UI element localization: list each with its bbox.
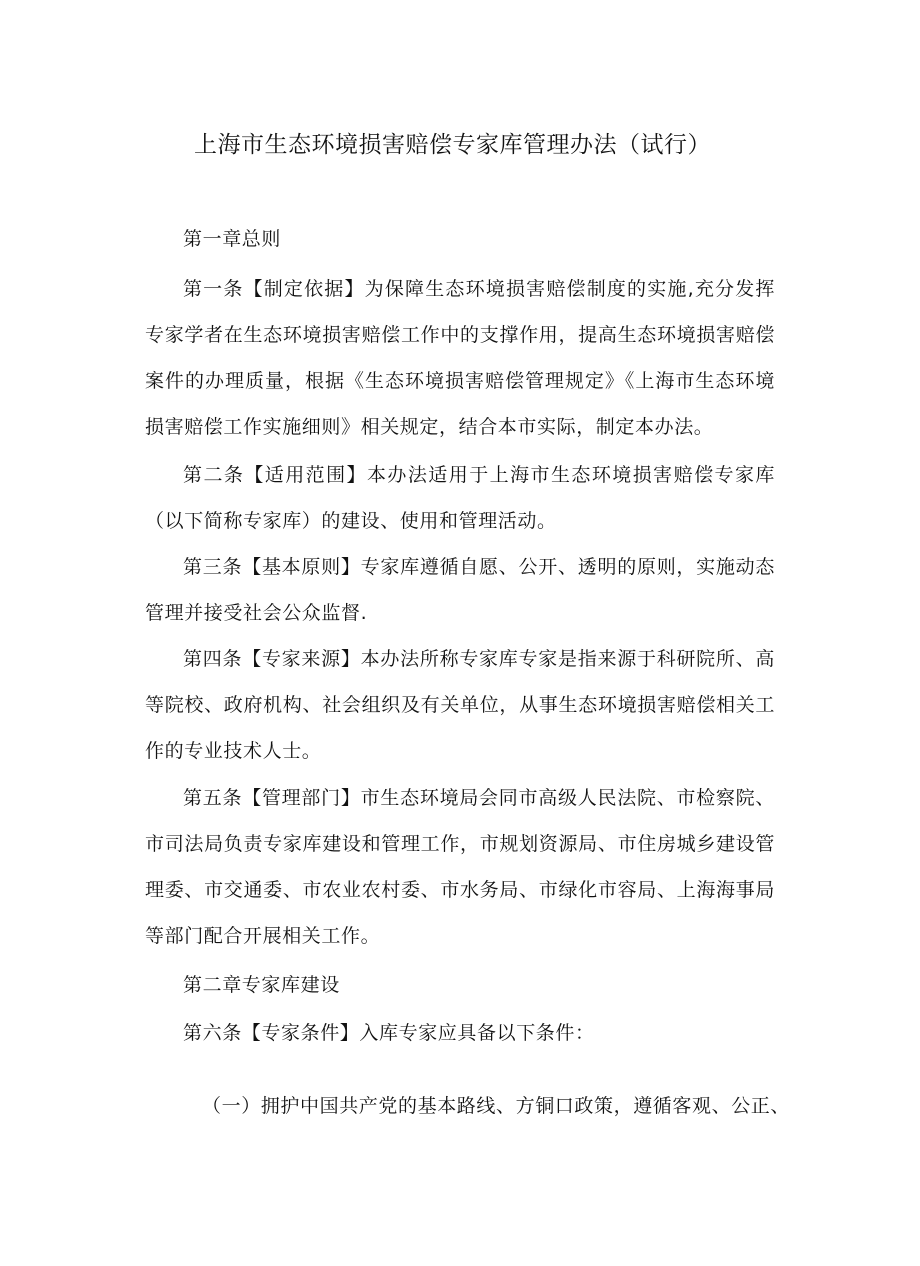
article-5: 第五条【管理部门】市生态环境局会同市高级人民法院、市检察院、市司法局负责专家库建设和管理工作，市规划资源局、市住房城乡建设管理委、市交通委、市农业农村委、市水务局、市绿化市容局、上海海事局等部门配合开展相关工作。 xyxy=(145,787,775,947)
article-1: 第一条【制定依据】为保障生态环境损害赔偿制度的实施,充分发挥专家学者在生态环境损害赔偿工作中的支撑作用，提高生态环境损害赔偿案件的办理质量，根据《生态环境损害赔偿管理规定》《上海市生态环境损害赔偿工作实施细则》相关规定，结合本市实际，制定本办法。 xyxy=(145,278,775,438)
document-title: 上海市生态环境损害赔偿专家库管理办法（试行） xyxy=(194,132,711,158)
article-6: 第六条【专家条件】入库专家应具备以下条件： xyxy=(183,1022,595,1044)
chapter-heading-2: 第二章专家库建设 xyxy=(183,974,340,996)
chapter-heading-1: 第一章总则 xyxy=(183,228,282,250)
article-4: 第四条【专家来源】本办法所称专家库专家是指来源于科研院所、高等院校、政府机构、社会组织及有关单位，从事生态环境损害赔偿相关工作的专业技术人士。 xyxy=(145,648,775,762)
article-2: 第二条【适用范围】本办法适用于上海市生态环境损害赔偿专家库（以下简称专家库）的建设、使用和管理活动。 xyxy=(145,464,775,532)
condition-item-1: （一）拥护中国共产党的基本路线、方铜口政策，遵循客观、公正、 xyxy=(202,1095,791,1117)
article-3: 第三条【基本原则】专家库遵循自愿、公开、透明的原则，实施动态管理并接受社会公众监督. xyxy=(145,556,775,624)
